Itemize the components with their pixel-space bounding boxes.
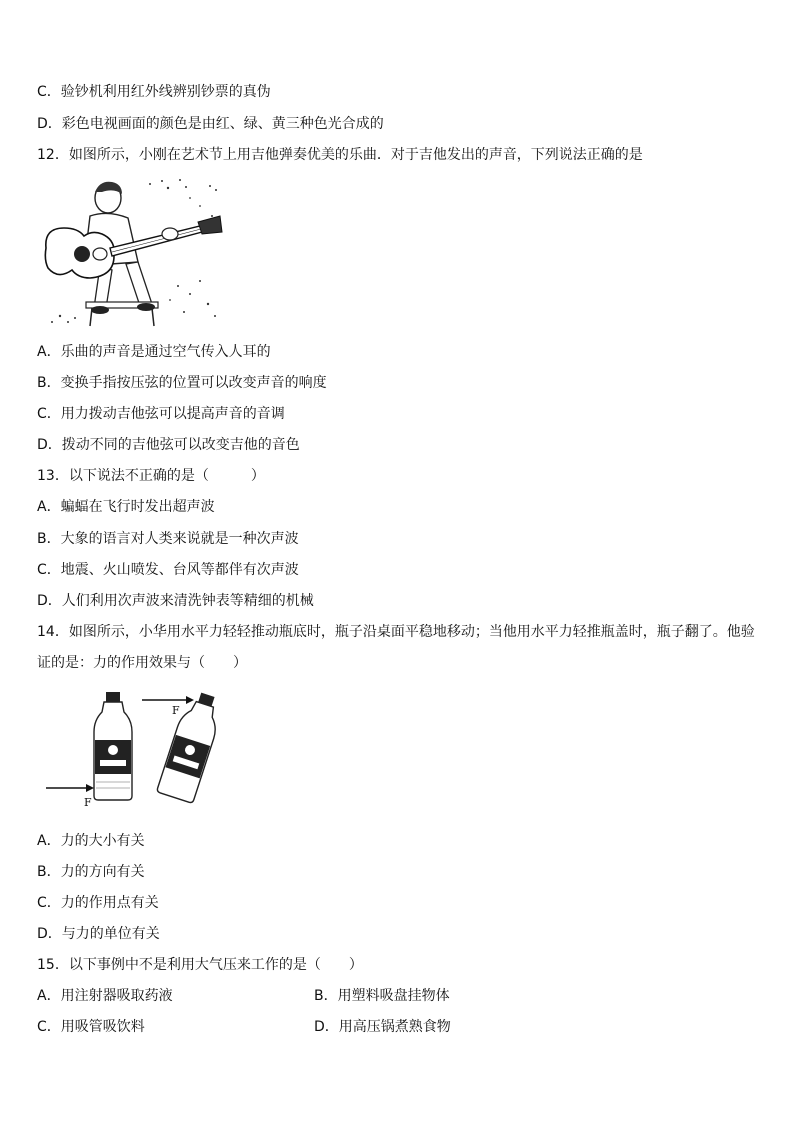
q15-option-c: C．用吸管吸饮料 [37,1019,145,1035]
q14-stem-line2: 证的是：力的作用效果与（ ） [37,655,247,671]
force-label-right: F [172,704,180,717]
q13-option-b: B．大象的语言对人类来说就是一种次声波 [37,531,299,547]
upright-bottle [94,692,132,800]
q14-option-b: B．力的方向有关 [37,864,145,880]
q13-option-a: A．蝙蝠在飞行时发出超声波 [37,499,215,515]
q13-option-c: C．地震、火山喷发、台风等都伴有次声波 [37,562,299,578]
q11-option-c: C．验钞机利用红外线辨别钞票的真伪 [37,84,271,100]
q12-option-a: A．乐曲的声音是通过空气传入人耳的 [37,344,271,360]
q14-option-a: A．力的大小有关 [37,833,145,849]
q12-option-b: B．变换手指按压弦的位置可以改变声音的响度 [37,375,327,391]
q14-stem-line1: 14．如图所示，小华用水平力轻轻推动瓶底时，瓶子沿桌面平稳地移动；当他用水平力轻推瓶盖时，瓶子翻了。他验 [37,624,755,640]
q11-option-d: D．彩色电视画面的颜色是由红、绿、黄三种色光合成的 [37,116,384,132]
q15-option-a: A．用注射器吸取药液 [37,988,173,1004]
guitar-player-figure [40,176,225,328]
q14-option-d: D．与力的单位有关 [37,926,160,942]
q12-stem: 12．如图所示，小刚在艺术节上用吉他弹奏优美的乐曲．对于吉他发出的声音，下列说法正确的是 [37,147,643,163]
q13-stem: 13．以下说法不正确的是（ ） [37,468,265,484]
tilted-bottle [156,690,226,803]
q12-option-d: D．拨动不同的吉他弦可以改变吉他的音色 [37,437,300,453]
force-label-left: F [84,796,92,809]
q14-option-c: C．力的作用点有关 [37,895,159,911]
q15-stem: 15．以下事例中不是利用大气压来工作的是（ ） [37,957,363,973]
q12-option-c: C．用力拨动吉他弦可以提高声音的音调 [37,406,285,422]
q15-option-b: B．用塑料吸盘挂物体 [314,988,450,1004]
bottles-figure [40,690,230,810]
q15-option-d: D．用高压锅煮熟食物 [314,1019,451,1035]
q13-option-d: D．人们利用次声波来清洗钟表等精细的机械 [37,593,314,609]
